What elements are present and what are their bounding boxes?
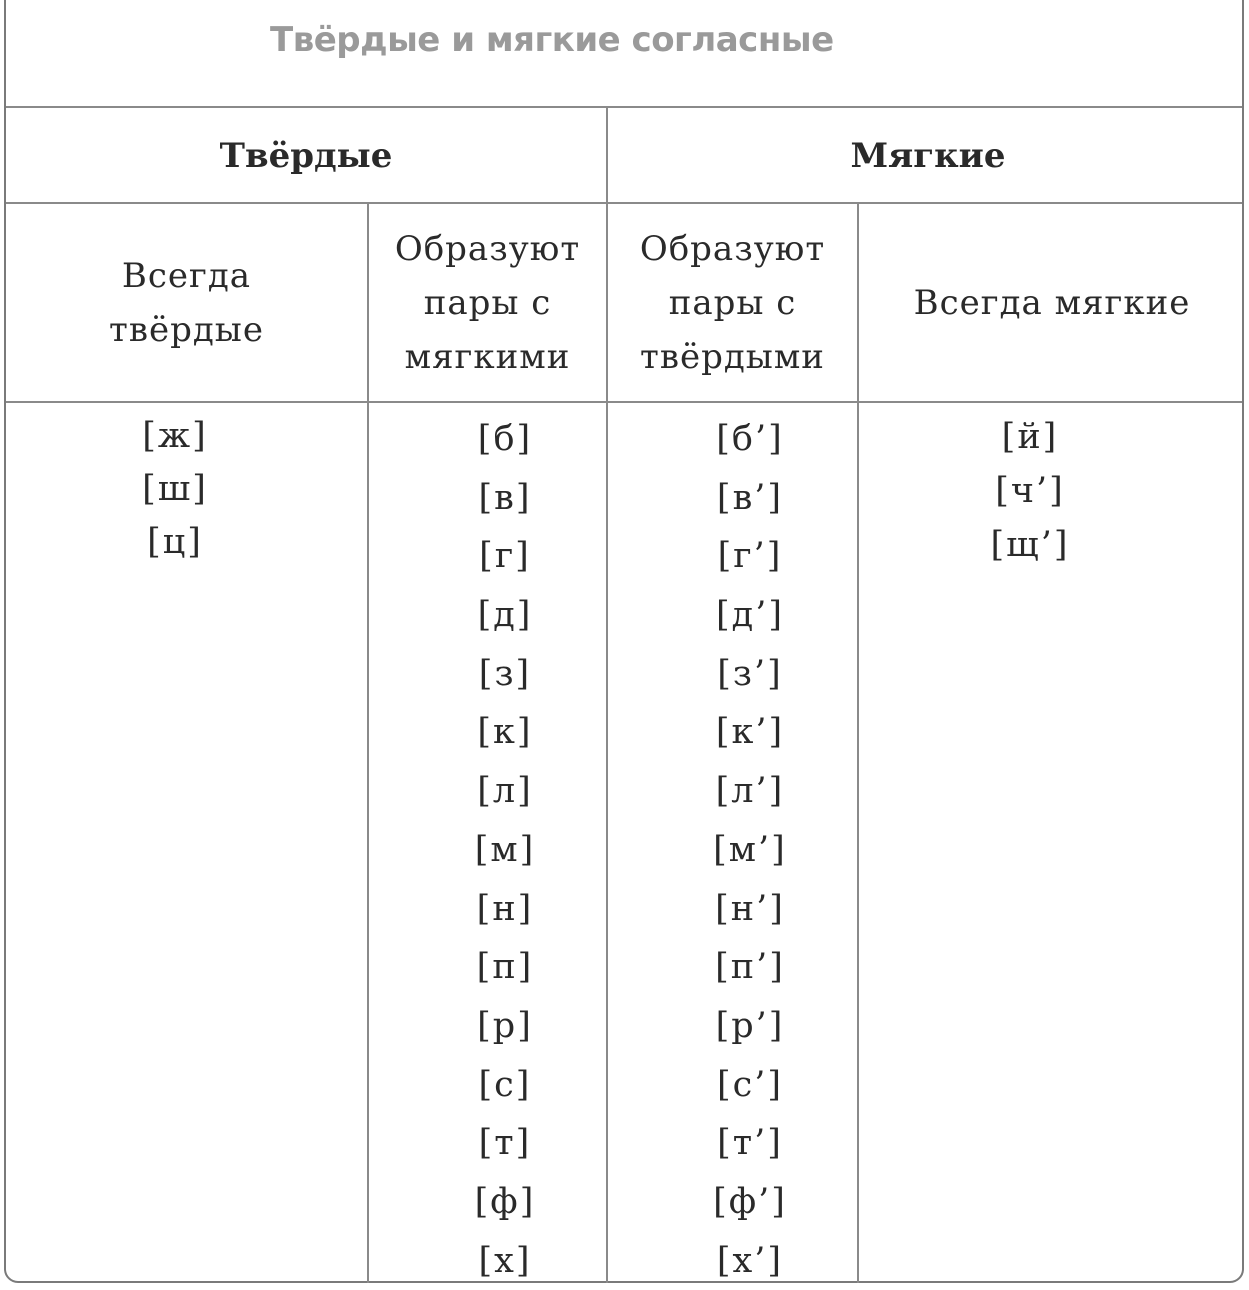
list-item: [м’] (713, 829, 787, 870)
header-paired-soft-line2: пары с (668, 283, 797, 323)
list-item: [л] (477, 771, 533, 812)
list-item: [н’] (715, 888, 785, 929)
list-item: [щ’] (990, 525, 1070, 565)
list-item: [к’] (715, 712, 785, 753)
list-item: [т’] (717, 1123, 783, 1164)
group-header-soft: Мягкие (850, 136, 1006, 176)
list-item: [р’] (715, 1005, 785, 1046)
list-item: [г’] (717, 536, 783, 577)
header-paired-soft (608, 205, 857, 401)
list-item: [з] (478, 653, 532, 694)
list-item: [ц] (147, 522, 203, 562)
list-item: [б’] (716, 419, 784, 459)
list-paired-hard (420, 410, 590, 1290)
page-title: Твёрдые и мягкие согласные (270, 20, 834, 60)
list-item: [ж] (142, 416, 208, 456)
list-item: [ф] (474, 1181, 536, 1222)
list-item: [й] (1001, 417, 1059, 457)
list-item: [г] (479, 536, 531, 577)
header-always-hard-line1: Всегда (121, 256, 252, 296)
list-item: [м] (474, 829, 536, 870)
list-item: [ч’] (995, 471, 1065, 511)
list-item: [ш] (142, 469, 208, 509)
header-always-soft: Всегда мягкие (913, 283, 1191, 323)
list-item: [л’] (715, 771, 785, 812)
list-item: [х] (478, 1240, 532, 1281)
header-paired-soft-line3: твёрдыми (640, 337, 825, 377)
list-item: [в] (478, 477, 532, 518)
header-paired-hard (369, 205, 606, 401)
list-item: [н] (476, 888, 534, 929)
list-item: [с] (478, 1064, 532, 1105)
header-paired-hard-line2: пары с (423, 283, 552, 323)
header-paired-soft-line1: Образуют (639, 229, 826, 269)
list-item: [х’] (716, 1240, 784, 1281)
list-item: [к] (477, 712, 533, 753)
list-always-soft (940, 410, 1120, 572)
list-paired-soft (660, 410, 840, 1290)
header-paired-hard-line3: мягкими (404, 337, 571, 377)
list-item: [д’] (716, 595, 784, 636)
group-header-hard: Твёрдые (219, 136, 393, 176)
header-always-hard-line2: твёрдые (109, 310, 264, 350)
list-item: [р] (477, 1005, 533, 1046)
list-item: [с’] (716, 1064, 784, 1105)
header-always-hard (6, 205, 367, 401)
list-item: [ф’] (713, 1181, 787, 1222)
list-item: [т] (478, 1123, 532, 1164)
list-item: [д] (477, 595, 533, 636)
list-item: [п’] (715, 947, 785, 988)
list-item: [п] (476, 947, 534, 988)
header-paired-hard-line1: Образуют (394, 229, 581, 269)
list-item: [б] (477, 419, 533, 459)
list-item: [з’] (717, 653, 783, 694)
divider-sub-header (6, 401, 1242, 403)
list-always-hard (90, 410, 260, 569)
list-item: [в’] (716, 477, 784, 518)
